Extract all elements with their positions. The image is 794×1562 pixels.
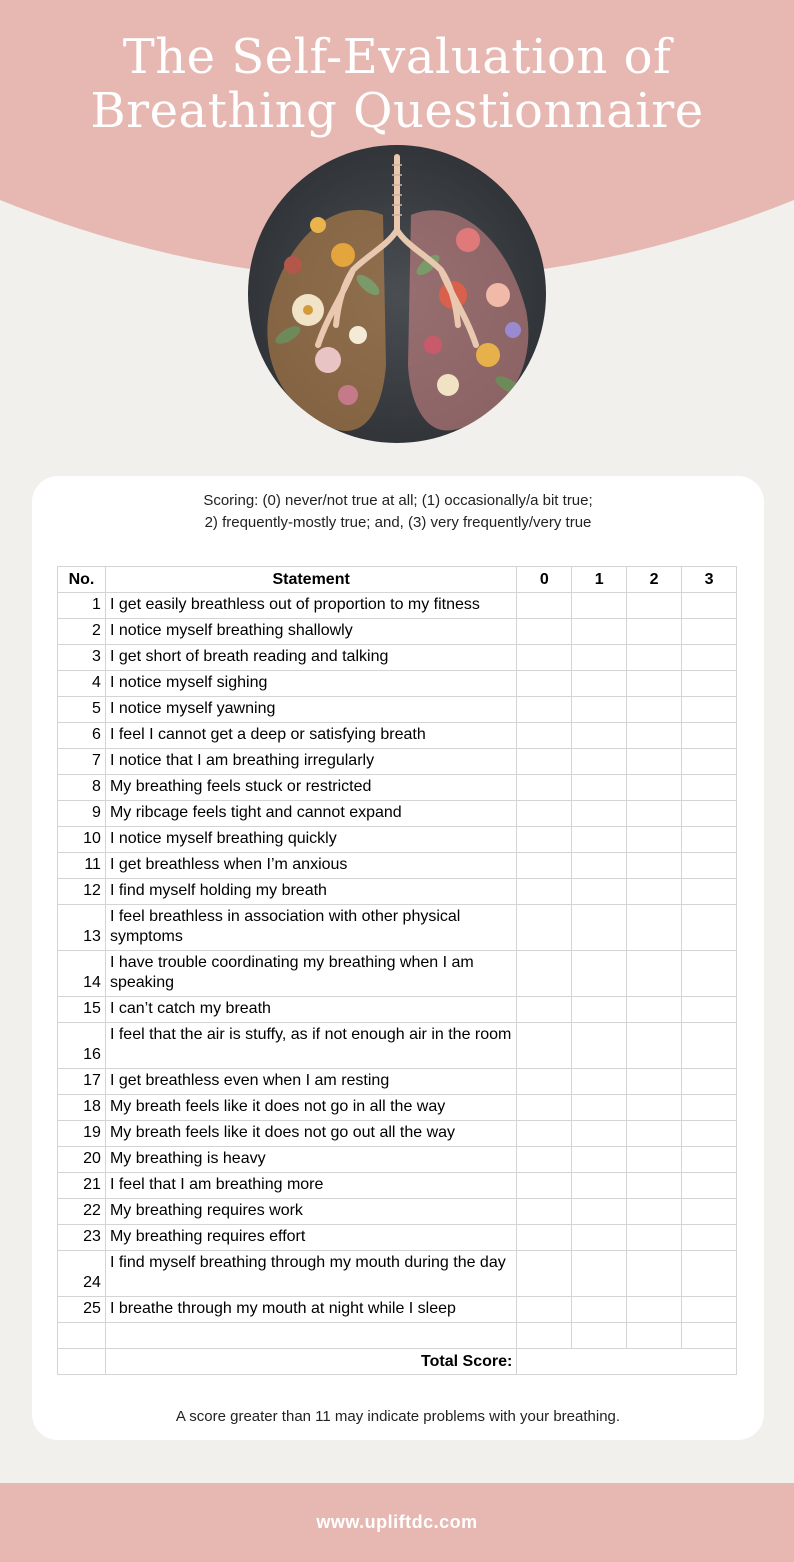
row-number: 3 — [58, 645, 106, 671]
score-cell-1[interactable] — [572, 619, 627, 645]
row-number: 2 — [58, 619, 106, 645]
score-cell-3[interactable] — [682, 723, 737, 749]
score-cell-0[interactable] — [517, 593, 572, 619]
score-cell-0[interactable] — [517, 1121, 572, 1147]
score-cell-1[interactable] — [572, 1147, 627, 1173]
score-cell-3[interactable] — [682, 1121, 737, 1147]
row-statement: I get easily breathless out of proportion to my fitness — [105, 593, 516, 619]
score-cell-1[interactable] — [572, 697, 627, 723]
table-row — [58, 1173, 737, 1199]
score-cell-1[interactable] — [572, 951, 627, 997]
score-cell-0[interactable] — [517, 1095, 572, 1121]
row-number: 6 — [58, 723, 106, 749]
row-number: 20 — [58, 1147, 106, 1173]
score-cell-2[interactable] — [627, 1121, 682, 1147]
score-cell-0[interactable] — [517, 1199, 572, 1225]
row-number: 22 — [58, 1199, 106, 1225]
row-statement: I find myself breathing through my mouth during the day — [105, 1251, 516, 1297]
row-number: 4 — [58, 671, 106, 697]
footer-band — [0, 1483, 794, 1562]
row-number: 10 — [58, 827, 106, 853]
score-cell-2[interactable] — [627, 749, 682, 775]
row-statement: I notice myself breathing quickly — [105, 827, 516, 853]
row-statement: I notice myself sighing — [105, 671, 516, 697]
table-row — [58, 905, 737, 951]
score-cell-3[interactable] — [682, 1147, 737, 1173]
row-number: 17 — [58, 1069, 106, 1095]
score-cell-1[interactable] — [572, 827, 627, 853]
score-cell-2[interactable] — [627, 1069, 682, 1095]
score-cell-1[interactable] — [572, 997, 627, 1023]
score-cell-2[interactable] — [627, 1095, 682, 1121]
row-statement: I notice myself yawning — [105, 697, 516, 723]
score-cell-1[interactable] — [572, 1121, 627, 1147]
table-row — [58, 645, 737, 671]
score-cell-3[interactable] — [682, 1173, 737, 1199]
score-cell-2[interactable] — [627, 827, 682, 853]
score-cell-1[interactable] — [572, 1023, 627, 1069]
row-statement: My ribcage feels tight and cannot expand — [105, 801, 516, 827]
total-row — [58, 1349, 737, 1375]
score-cell-3[interactable] — [682, 1199, 737, 1225]
score-cell-1[interactable] — [572, 593, 627, 619]
score-cell-2[interactable] — [627, 853, 682, 879]
score-cell-3[interactable] — [682, 1023, 737, 1069]
table-row — [58, 1095, 737, 1121]
score-cell-1[interactable] — [572, 905, 627, 951]
row-number: 15 — [58, 997, 106, 1023]
table-row — [58, 1147, 737, 1173]
header-no: No. — [58, 567, 106, 593]
score-cell-0[interactable] — [517, 1147, 572, 1173]
score-cell-2[interactable] — [627, 671, 682, 697]
score-cell-2[interactable] — [627, 1173, 682, 1199]
row-statement: I breathe through my mouth at night while I sleep — [105, 1297, 516, 1323]
score-cell-3[interactable] — [682, 593, 737, 619]
title-line-1: The Self-Evaluation of — [122, 29, 672, 85]
score-cell-0[interactable] — [517, 697, 572, 723]
score-cell-1[interactable] — [572, 749, 627, 775]
score-cell-1[interactable] — [572, 1297, 627, 1323]
score-cell-0[interactable] — [517, 997, 572, 1023]
score-cell-2[interactable] — [627, 1225, 682, 1251]
table-row — [58, 1069, 737, 1095]
scoring-line-1: Scoring: (0) never/not true at all; (1) occasionally/a bit true; — [203, 492, 593, 509]
row-statement: I feel breathless in association with other physical symptoms — [105, 905, 516, 951]
lungs-illustration — [248, 145, 546, 443]
header-score-3: 3 — [682, 567, 737, 593]
score-cell-2[interactable] — [627, 801, 682, 827]
row-statement: I get short of breath reading and talking — [105, 645, 516, 671]
title-line-2: Breathing Questionnaire — [90, 83, 704, 139]
score-cell-3[interactable] — [682, 775, 737, 801]
row-statement: I feel I cannot get a deep or satisfying breath — [105, 723, 516, 749]
score-cell-2[interactable] — [627, 997, 682, 1023]
score-cell-1[interactable] — [572, 723, 627, 749]
table-row — [58, 723, 737, 749]
row-number: 16 — [58, 1023, 106, 1069]
score-cell-3[interactable] — [682, 645, 737, 671]
score-cell-0[interactable] — [517, 1069, 572, 1095]
row-statement: I notice that I am breathing irregularly — [105, 749, 516, 775]
score-cell-2[interactable] — [627, 645, 682, 671]
score-cell-0[interactable] — [517, 645, 572, 671]
row-number: 14 — [58, 951, 106, 997]
score-cell-3[interactable] — [682, 853, 737, 879]
row-statement: My breath feels like it does not go in all the way — [105, 1095, 516, 1121]
total-score-cell[interactable] — [517, 1349, 737, 1375]
score-cell-1[interactable] — [572, 1199, 627, 1225]
score-cell-3[interactable] — [682, 619, 737, 645]
score-cell-3[interactable] — [682, 879, 737, 905]
score-cell-1[interactable] — [572, 1251, 627, 1297]
page-title — [0, 30, 794, 138]
score-cell-1[interactable] — [572, 671, 627, 697]
score-cell-0[interactable] — [517, 1173, 572, 1199]
score-cell-1[interactable] — [572, 645, 627, 671]
table-row — [58, 1023, 737, 1069]
row-number: 23 — [58, 1225, 106, 1251]
header-score-2: 2 — [627, 567, 682, 593]
score-note: A score greater than 11 may indicate problems with your breathing. — [175, 1408, 621, 1425]
table-row — [58, 775, 737, 801]
score-cell-2[interactable] — [627, 905, 682, 951]
score-cell-1[interactable] — [572, 801, 627, 827]
total-score-label: Total Score: — [105, 1349, 516, 1375]
score-cell-3[interactable] — [682, 951, 737, 997]
row-number: 25 — [58, 1297, 106, 1323]
score-cell-0[interactable] — [517, 1225, 572, 1251]
table-row — [58, 997, 737, 1023]
row-statement: My breathing feels stuck or restricted — [105, 775, 516, 801]
scoring-line-2: 2) frequently-mostly true; and, (3) very frequently/very true — [204, 514, 592, 531]
score-cell-0[interactable] — [517, 1251, 572, 1297]
score-cell-0[interactable] — [517, 879, 572, 905]
row-statement: I have trouble coordinating my breathing when I am speaking — [105, 951, 516, 997]
row-statement: I feel that the air is stuffy, as if not enough air in the room — [105, 1023, 516, 1069]
score-cell-2[interactable] — [627, 1251, 682, 1297]
score-cell-3[interactable] — [682, 905, 737, 951]
score-cell-2[interactable] — [627, 951, 682, 997]
row-statement: My breathing is heavy — [105, 1147, 516, 1173]
score-cell-3[interactable] — [682, 1297, 737, 1323]
score-cell-0[interactable] — [517, 951, 572, 997]
scoring-instructions — [32, 490, 764, 534]
row-statement: I feel that I am breathing more — [105, 1173, 516, 1199]
header-score-1: 1 — [572, 567, 627, 593]
score-cell-3[interactable] — [682, 1251, 737, 1297]
row-statement: My breath feels like it does not go out all the way — [105, 1121, 516, 1147]
table-row — [58, 671, 737, 697]
score-cell-2[interactable] — [627, 723, 682, 749]
row-statement: I notice myself breathing shallowly — [105, 619, 516, 645]
row-statement: I can’t catch my breath — [105, 997, 516, 1023]
row-statement: My breathing requires work — [105, 1199, 516, 1225]
score-cell-1[interactable] — [572, 853, 627, 879]
row-number: 1 — [58, 593, 106, 619]
score-cell-2[interactable] — [627, 619, 682, 645]
row-number: 5 — [58, 697, 106, 723]
score-cell-3[interactable] — [682, 997, 737, 1023]
score-cell-3[interactable] — [682, 749, 737, 775]
score-cell-3[interactable] — [682, 1225, 737, 1251]
score-cell-0[interactable] — [517, 671, 572, 697]
table-row — [58, 853, 737, 879]
row-number: 13 — [58, 905, 106, 951]
row-statement: I find myself holding my breath — [105, 879, 516, 905]
row-number: 7 — [58, 749, 106, 775]
score-cell-0[interactable] — [517, 723, 572, 749]
row-number: 12 — [58, 879, 106, 905]
questionnaire-card — [32, 476, 764, 1440]
table-row — [58, 879, 737, 905]
score-cell-1[interactable] — [572, 1225, 627, 1251]
score-cell-0[interactable] — [517, 749, 572, 775]
row-number: 9 — [58, 801, 106, 827]
score-cell-1[interactable] — [572, 1173, 627, 1199]
table-row — [58, 749, 737, 775]
row-statement: My breathing requires effort — [105, 1225, 516, 1251]
score-cell-3[interactable] — [682, 697, 737, 723]
score-cell-1[interactable] — [572, 775, 627, 801]
score-cell-3[interactable] — [682, 827, 737, 853]
score-cell-2[interactable] — [627, 775, 682, 801]
score-cell-1[interactable] — [572, 1095, 627, 1121]
score-cell-0[interactable] — [517, 905, 572, 951]
score-cell-0[interactable] — [517, 619, 572, 645]
table-row — [58, 1225, 737, 1251]
table-row — [58, 593, 737, 619]
blank-row — [58, 1323, 737, 1349]
score-cell-2[interactable] — [627, 593, 682, 619]
score-cell-0[interactable] — [517, 827, 572, 853]
row-number: 18 — [58, 1095, 106, 1121]
row-statement: I get breathless even when I am resting — [105, 1069, 516, 1095]
table-row — [58, 697, 737, 723]
table-row — [58, 1199, 737, 1225]
score-cell-0[interactable] — [517, 775, 572, 801]
row-number: 8 — [58, 775, 106, 801]
table-row — [58, 951, 737, 997]
score-cell-2[interactable] — [627, 1023, 682, 1069]
footer-url[interactable]: www.upliftdc.com — [316, 1512, 478, 1532]
score-cell-0[interactable] — [517, 1023, 572, 1069]
table-row — [58, 619, 737, 645]
score-cell-3[interactable] — [682, 1069, 737, 1095]
score-cell-0[interactable] — [517, 1297, 572, 1323]
score-cell-3[interactable] — [682, 801, 737, 827]
table-row — [58, 1297, 737, 1323]
header-statement: Statement — [105, 567, 516, 593]
score-cell-3[interactable] — [682, 1095, 737, 1121]
row-number: 24 — [58, 1251, 106, 1297]
row-number: 21 — [58, 1173, 106, 1199]
score-cell-0[interactable] — [517, 801, 572, 827]
score-cell-1[interactable] — [572, 1069, 627, 1095]
score-cell-2[interactable] — [627, 1147, 682, 1173]
score-cell-3[interactable] — [682, 671, 737, 697]
row-number: 19 — [58, 1121, 106, 1147]
row-statement: I get breathless when I’m anxious — [105, 853, 516, 879]
table-row — [58, 1121, 737, 1147]
score-cell-2[interactable] — [627, 879, 682, 905]
table-row — [58, 827, 737, 853]
table-header-row — [58, 567, 737, 593]
score-cell-1[interactable] — [572, 879, 627, 905]
header-score-0: 0 — [517, 567, 572, 593]
questionnaire-table — [57, 566, 737, 1375]
score-cell-2[interactable] — [627, 1297, 682, 1323]
table-row — [58, 801, 737, 827]
score-cell-0[interactable] — [517, 853, 572, 879]
score-cell-2[interactable] — [627, 697, 682, 723]
row-number: 11 — [58, 853, 106, 879]
score-cell-2[interactable] — [627, 1199, 682, 1225]
table-row — [58, 1251, 737, 1297]
